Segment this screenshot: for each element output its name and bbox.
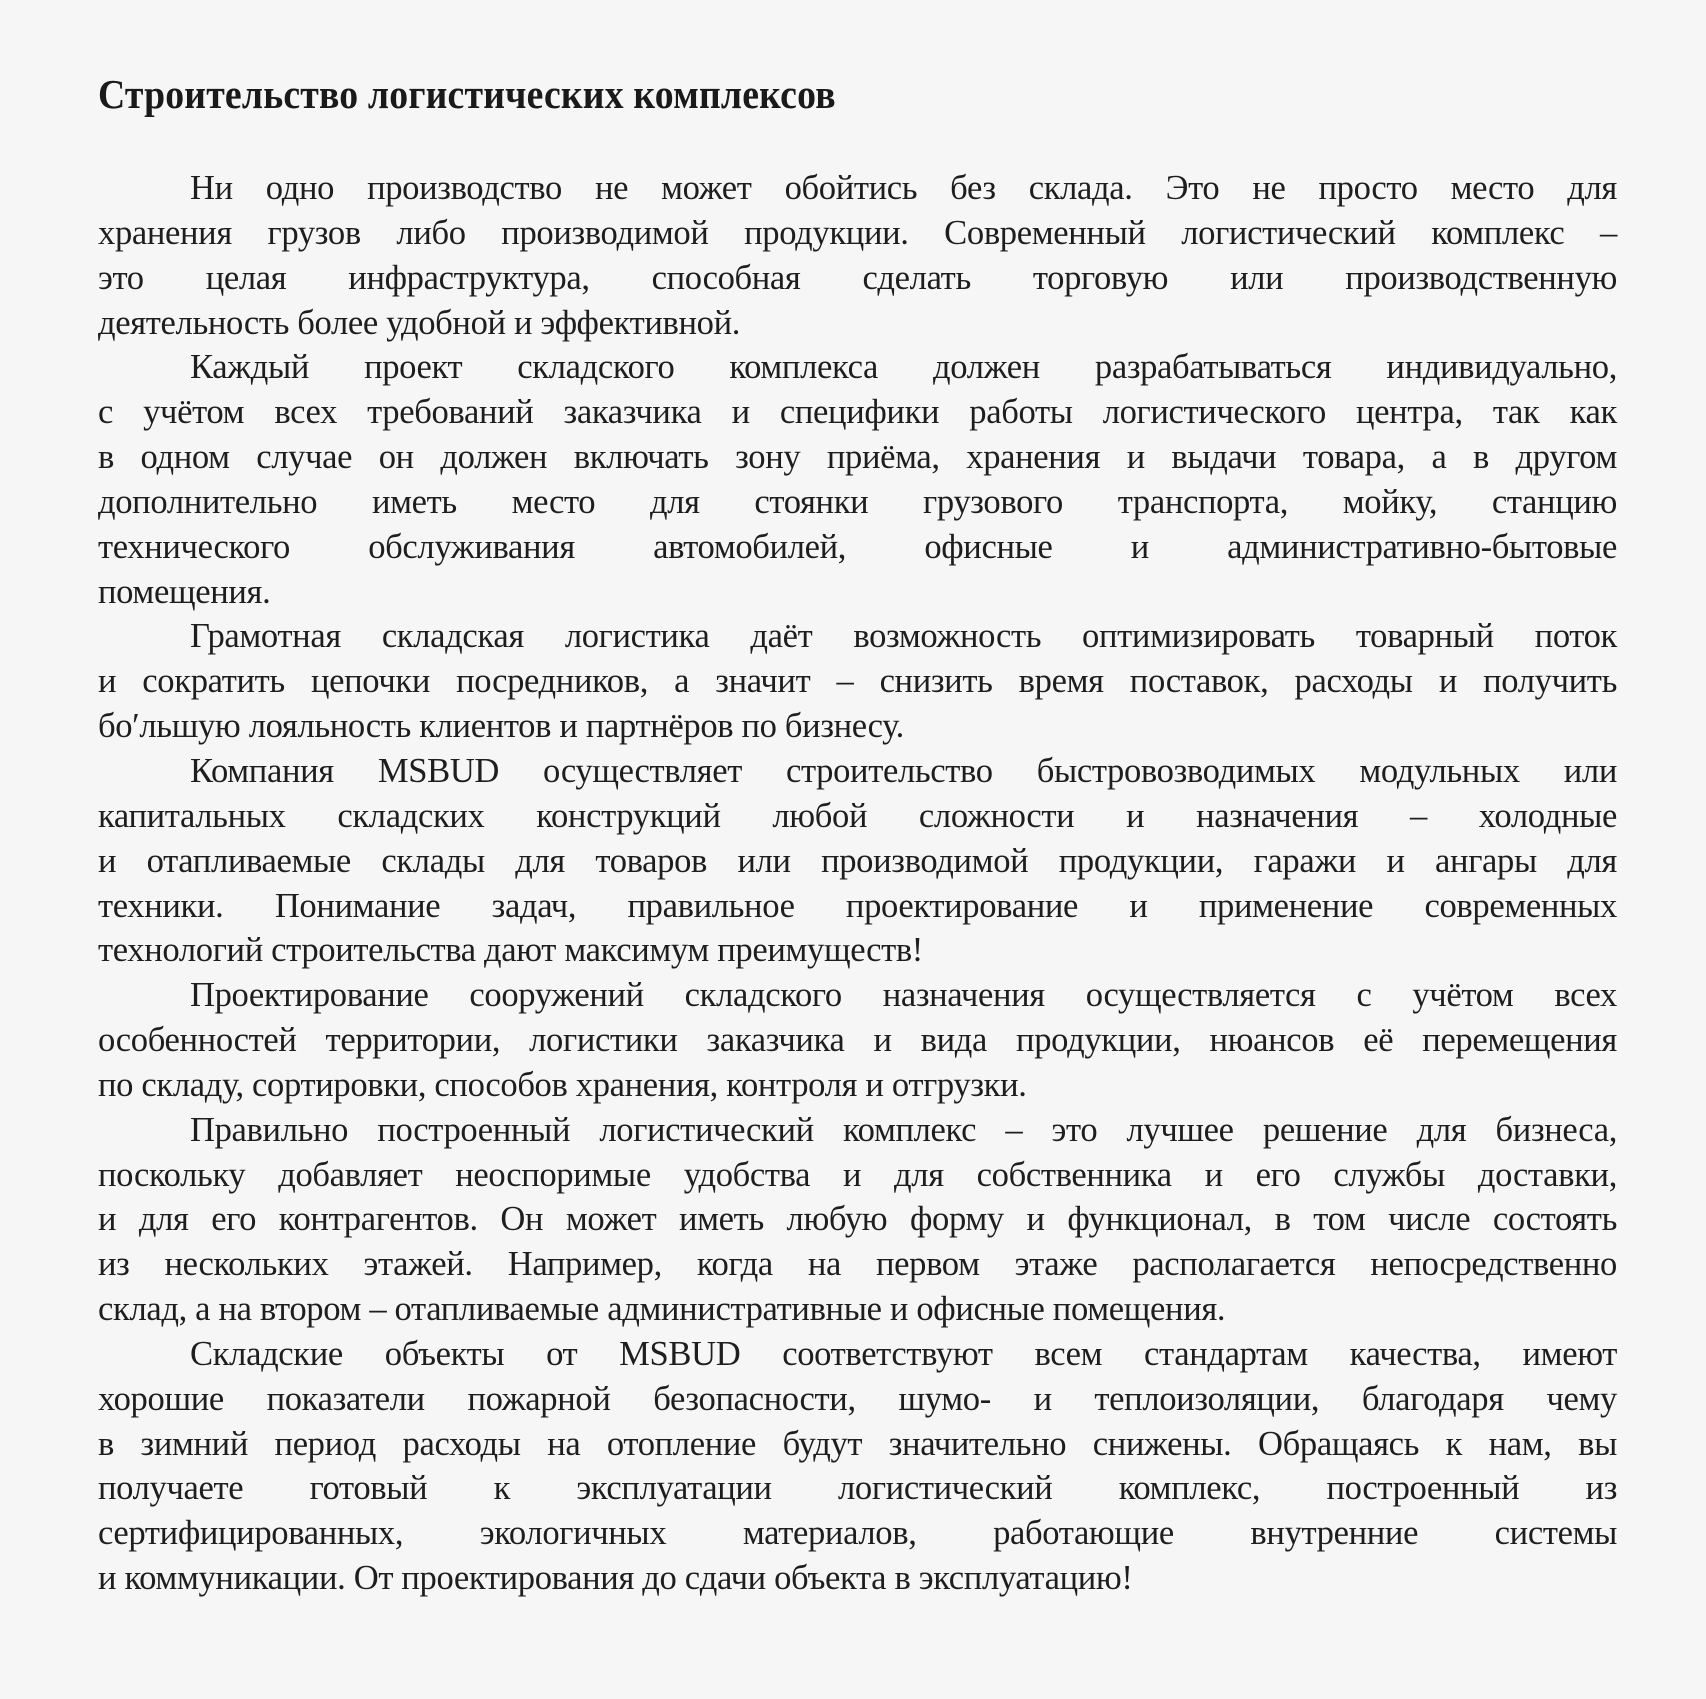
paragraph-line: и отапливаемые склады для товаров или производимой продукции, гаражи и ангары для (98, 841, 1617, 880)
document-body (98, 166, 1617, 1601)
document-page (98, 64, 1617, 1601)
paragraph-line: технологий строительства дают максимум преимуществ! (98, 931, 923, 970)
paragraph-line: и сократить цепочки посредников, а значит – снизить время поставок, расходы и получить (98, 662, 1617, 701)
paragraph-line: из нескольких этажей. Например, когда на первом этаже располагается непосредственно (98, 1245, 1617, 1284)
paragraph-line: и для его контрагентов. Он может иметь любую форму и функционал, в том числе состоять (98, 1200, 1617, 1239)
paragraph-line: и коммуникации. От проектирования до сдачи объекта в эксплуатацию! (98, 1559, 1133, 1598)
paragraph-line: с учётом всех требований заказчика и специфики работы логистического центра, так как (98, 393, 1617, 432)
paragraph-line: бо′льшую лояльность клиентов и партнёров по бизнесу. (98, 707, 904, 746)
paragraph (98, 614, 1617, 749)
paragraph-line: сертифицированных, экологичных материалов, работающие внутренние системы (98, 1514, 1617, 1553)
paragraph (98, 166, 1617, 345)
paragraph-line: по складу, сортировки, способов хранения, контроля и отгрузки. (98, 1065, 1027, 1104)
document-title: Строительство логистических комплексов (98, 71, 836, 117)
paragraph-line: техники. Понимание задач, правильное проектирование и применение современных (98, 886, 1617, 925)
paragraph-line: склад, а на втором – отапливаемые административные и офисные помещения. (98, 1290, 1226, 1329)
paragraph-line: Ни одно производство не может обойтись без склада. Это не просто место для (190, 169, 1617, 207)
paragraph-line: получаете готовый к эксплуатации логистический комплекс, построенный из (98, 1469, 1617, 1508)
paragraph-line: капитальных складских конструкций любой сложности и назначения – холодные (98, 796, 1617, 835)
paragraph-line: деятельность более удобной и эффективной. (98, 303, 741, 342)
paragraph (98, 345, 1617, 614)
paragraph-line: Складские объекты от MSBUD соответствуют всем стандартам качества, имеют (190, 1334, 1617, 1373)
paragraph-line: Компания MSBUD осуществляет строительство быстровозводимых модульных или (190, 751, 1617, 790)
paragraph-line: помещения. (98, 572, 271, 611)
paragraph (98, 973, 1617, 1108)
paragraph-line: это целая инфраструктура, способная сделать торговую или производственную (98, 258, 1617, 297)
paragraph (98, 749, 1617, 973)
paragraph-line: в одном случае он должен включать зону приёма, хранения и выдачи товара, а в другом (98, 438, 1617, 477)
paragraph-line: Правильно построенный логистический комплекс – это лучшее решение для бизнеса, (190, 1110, 1617, 1149)
paragraph-line: особенностей территории, логистики заказчика и вида продукции, нюансов её перемещения (98, 1021, 1617, 1060)
paragraph-line: поскольку добавляет неоспоримые удобства и для собственника и его службы доставки, (98, 1155, 1617, 1194)
paragraph-line: технического обслуживания автомобилей, офисные и административно-бытовые (98, 527, 1617, 566)
paragraph (98, 1332, 1617, 1601)
paragraph-line: Грамотная складская логистика даёт возможность оптимизировать товарный поток (190, 617, 1617, 656)
paragraph-line: дополнительно иметь место для стоянки грузового транспорта, мойку, станцию (98, 482, 1617, 521)
paragraph-line: хорошие показатели пожарной безопасности, шумо- и теплоизоляции, благодаря чему (98, 1379, 1617, 1418)
paragraph (98, 1108, 1617, 1332)
paragraph-line: хранения грузов либо производимой продукции. Современный логистический комплекс – (98, 213, 1617, 252)
paragraph-line: Каждый проект складского комплекса должен разрабатываться индивидуально, (190, 348, 1617, 387)
paragraph-line: Проектирование сооружений складского назначения осуществляется с учётом всех (190, 976, 1617, 1015)
paragraph-line: в зимний период расходы на отопление будут значительно снижены. Обращаясь к нам, вы (98, 1424, 1617, 1463)
